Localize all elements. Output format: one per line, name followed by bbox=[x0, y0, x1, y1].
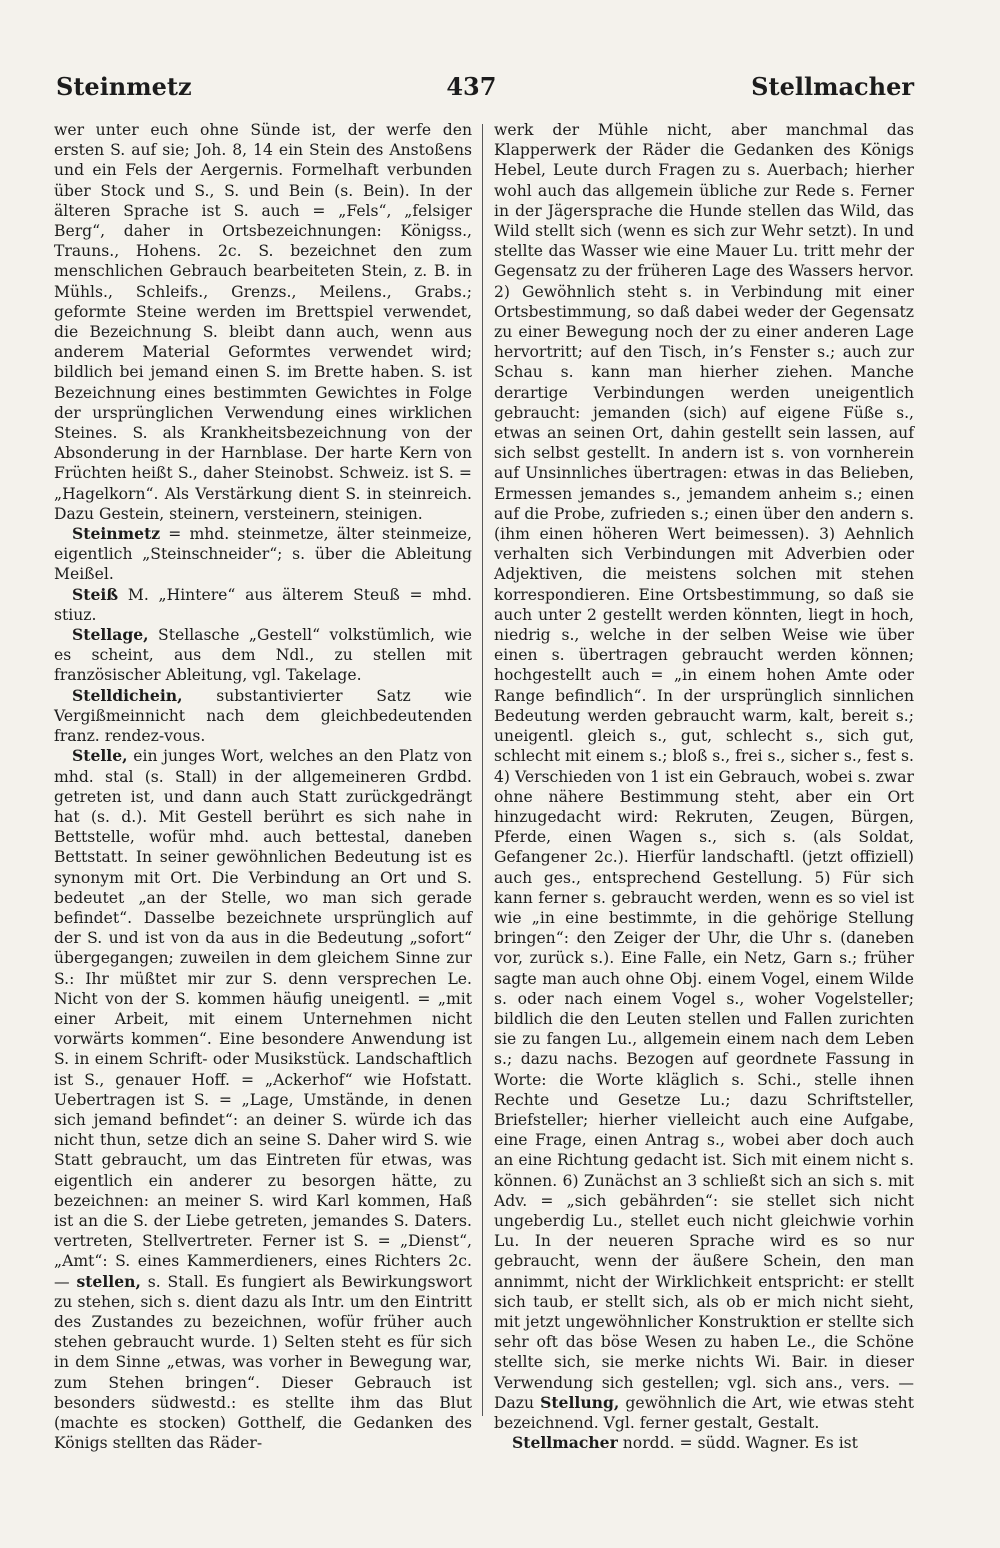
entry-steiss bbox=[54, 585, 472, 625]
entry-text: nordd. = südd. Wagner. Es ist bbox=[617, 1434, 858, 1453]
header-right-catchword: Stellmacher bbox=[751, 72, 914, 101]
entry-text: s. Stall. Es fungiert als Bewirkungswort zu stehen, sich s. dient dazu als Intr. um den Eintritt des Zustandes zu bezeichnen, wofür früher auch stehen gebraucht wurde. 1) Selten steht es für sich in dem Sinne „etwas, was vorher in Bewegung war, zum Stehen bringen“. Dieser Gebrauch ist besonders südwestd.: es stellte ihm das Blut (machte es stocken) Gotthelf, die Gedanken des Königs stellten das Räder- bbox=[54, 1272, 472, 1453]
entry-stein-continuation: wer unter euch ohne Sünde ist, der werfe den ersten S. auf sie; Joh. 8, 14 ein Stein des Anstoßens und ein Fels der Aergernis. Formelhaft verbunden über Stock und S., S. und Bein (s. Bein). In der älteren Sprache ist S. auch = „Fels“, „felsiger Berg“, daher in Ortsbezeichnungen: Königss., Trauns., Hohens. 2c. S. bezeichnet den zum menschlichen Gebrauch bearbeiteten Stein, z. B. in Mühls., Schleifs., Grenzs., Meilens., Grabs.; geformte Steine werden im Brettspiel verwendet, die Bezeichnung S. bleibt dann auch, wenn aus anderem Material Geformtes verwendet wird; bildlich bei jemand einen S. im Brette haben. S. ist Bezeichnung eines bestimmten Gewichtes in Folge der ursprünglichen Verwendung eines wirklichen Steines. S. als Krankheitsbezeichnung von der Absonderung in der Harnblase. Der harte Kern von Früchten heißt S., daher Steinobst. Schweiz. ist S. = „Hagelkorn“. Als Verstärkung dient S. in steinreich. Dazu Gestein, steinern, versteinern, steinigen. bbox=[54, 121, 472, 523]
headword: Stelle, bbox=[72, 746, 128, 766]
headword: Steiß bbox=[72, 584, 119, 604]
entry-stelldichein bbox=[54, 686, 472, 747]
entry-stellage bbox=[54, 625, 472, 686]
right-column bbox=[494, 120, 914, 1453]
column-divider bbox=[482, 124, 483, 1416]
left-column bbox=[54, 120, 472, 1453]
entry-text: gewöhnlich die Art, wie etwas steht bezeichnend. Vgl. ferner gestalt, Gestalt. bbox=[494, 1393, 914, 1432]
headword: Stellmacher bbox=[512, 1433, 618, 1453]
headword: Stellung, bbox=[540, 1392, 620, 1412]
entry-text: werk der Mühle nicht, aber manchmal das Klapperwerk der Räder die Gedanken des Königs Hebel, Leute durch Fragen zu s. Auerbach; hierher wohl auch das allgemein übliche zur Rede s. Ferner in der Jägersprache die Hunde stellen das Wild, das Wild stellt sich (wenn es sich zur Wehr setzt). In und stellte das Wasser wie eine Mauer Lu. tritt mehr der Gegensatz zu der früheren Lage des Wassers hervor. 2) Gewöhnlich steht s. in Verbindung mit einer Ortsbestimmung, so daß dabei weder der Gegensatz zu einer Bewegung noch der zu einer anderen Lage hervortritt; auf den Tisch, in’s Fenster s.; auch zur Schau s. kann man hierher ziehen. Manche derartige Verbindungen werden uneigentlich gebraucht: jemanden (sich) auf eigene Füße s., etwas an seinen Ort, dahin gestellt sein lassen, auf sich selbst gestellt. In andern ist s. von vornherein auf Unsinnliches übertragen: etwas in das Belieben, Ermessen jemandes s., jemandem anheim s.; einen auf die Probe, zufrieden s.; einen über den andern s. (ihm einen höheren Wert beimessen). 3) Aehnlich verhalten sich Verbindungen mit Adverbien oder Adjektiven, die meistens solchen mit stehen korrespondieren. Eine Ortsbestimmung, so daß sie auch unter 2 gestellt werden könnten, liegt in hoch, niedrig s., welche in der selben Weise wie über einen s. übertragen gebraucht werden können; hochgestellt auch = „in einem hohen Amte oder Range befindlich“. In der ursprünglich sinnlichen Bedeutung werden gebraucht warm, kalt, bereit s.; uneigentl. gleich s., gut, schlecht s., sich gut, schlecht mit einem s.; bloß s., frei s., sicher s., fest s. 4) Verschieden von 1 ist ein Gebrauch, wobei s. zwar ohne nähere Bestimmung steht, aber ein Ort hinzugedacht wird: Rekruten, Zeugen, Bürgen, Pferde, einen Wagen s., sich s. (als Soldat, Gefangener 2c.). Hierfür landschaftl. (jetzt offiziell) auch ges., entsprechend Gestellung. 5) Für sich kann ferner s. gebraucht werden, wenn es so viel ist wie „in eine bestimmte, in die gehörige Stellung bringen“: den Zeiger der Uhr, die Uhr s. (daneben vor, zurück s.). Eine Falle, ein Netz, Garn s.; früher sagte man auch ohne Obj. einem Vogel, einem Wilde s. oder nach einem Vogel s., woher Vogelsteller; bildlich die den Leuten stellen und Fallen zurichten sie zu fangen Lu., allgemein einem nach dem Leben s.; dazu nachs. Bezogen auf geordnete Fassung in Worte: die Worte kläglich s. Schi., stelle ihnen Rechte und Gesetze Lu.; dazu Schriftsteller, Briefsteller; hierher vielleicht auch eine Aufgabe, eine Frage, einen Antrag s., wobei aber doch auch an eine Richtung gedacht ist. Sich mit einem nicht s. können. 6) Zunächst an 3 schließt sich an sich s. mit Adv. = „sich gebährden“: sie stellet sich nicht ungeberdig Lu., stellet euch nicht gleichwie vorhin Lu. In der neueren Sprache wird es so nur gebraucht, wenn der äußere Schein, den man annimmt, nicht der Wirklichkeit entspricht: er stellt sich taub, er stellt sich, als ob er mich nicht sieht, mit jetzt ungewöhnlicher Konstruktion er stellte sich sehr oft das böse Wesen zu haben Le., die Schöne stellte sich, sie merke nichts Wi. Bair. in dieser Verwendung sich gestellen; vgl. sich ans., vers. — Dazu bbox=[494, 121, 914, 1412]
entry-steinmetz bbox=[54, 524, 472, 585]
headword: Stelldichein, bbox=[72, 685, 183, 705]
entry-text: M. „Hintere“ aus älterem Steuß = mhd. stiuz. bbox=[54, 585, 472, 624]
header-left-catchword: Steinmetz bbox=[56, 72, 192, 101]
entry-stellen-continuation bbox=[494, 120, 914, 1433]
entry-text: Stellasche „Gestell“ volkstümlich, wie es scheint, aus dem Ndl., zu stellen mit französischer Ableitung, vgl. Takelage. bbox=[54, 626, 472, 685]
entry-text: = mhd. steinmetze, älter steinmeize, eigentlich „Steinschneider“; s. über die Ableitung Meißel. bbox=[54, 525, 472, 584]
entry-text: ein junges Wort, welches an den Platz von mhd. stal (s. Stall) in der allgemeineren Grdbd. getreten ist, und dann auch Statt zurückgedrängt hat (s. d.). Mit Gestell berührt es sich nahe in Bettstelle, wofür mhd. auch bettestal, daneben Bettstatt. In seiner gewöhnlichen Bedeutung ist es synonym mit Ort. Die Verbindung an Ort und S. bedeutet „an der Stelle, wo man sich gerade befindet“. Dasselbe bezeichnete ursprünglich auf der S. und ist von da aus in die Bedeutung „sofort“ übergegangen; zuweilen in dem gleichem Sinne zur S.: Ihr müßtet mir zur S. denn versprechen Le. Nicht von der S. kommen häufig uneigentl. = „mit einer Arbeit, mit einem Unternehmen nicht vorwärts kommen“. Eine besondere Anwendung ist S. in einem Schrift- oder Musikstück. Landschaftlich ist S., genauer Hoff. = „Ackerhof“ wie Hofstatt. Uebertragen ist S. = „Lage, Umstände, in denen sich jemand befindet“: an deiner S. würde ich das nicht thun, setze dich an seine S. Daher wird S. wie Statt gebraucht, um das Eintreten für etwas, was eigentlich ein anderer zu besorgen hätte, zu bezeichnen: an meiner S. wird Karl kommen, Haß ist an die S. der Liebe getreten, jemandes S. Daters. vertreten, Stellvertreter. Ferner ist S. = „Dienst“, „Amt“: S. eines Kammerdieners, eines Richters 2c. — bbox=[54, 747, 472, 1291]
headword: Stellage, bbox=[72, 625, 149, 645]
entry-stellmacher bbox=[494, 1433, 914, 1453]
headword: Steinmetz bbox=[72, 524, 161, 544]
headword: stellen, bbox=[76, 1271, 141, 1291]
entry-stelle bbox=[54, 746, 472, 1453]
page-number: 437 bbox=[446, 72, 497, 101]
entry-text: substantivierter Satz wie Vergißmeinnicht nach dem gleichbedeutenden franz. rendez-vous. bbox=[54, 686, 472, 746]
running-head bbox=[56, 72, 914, 101]
